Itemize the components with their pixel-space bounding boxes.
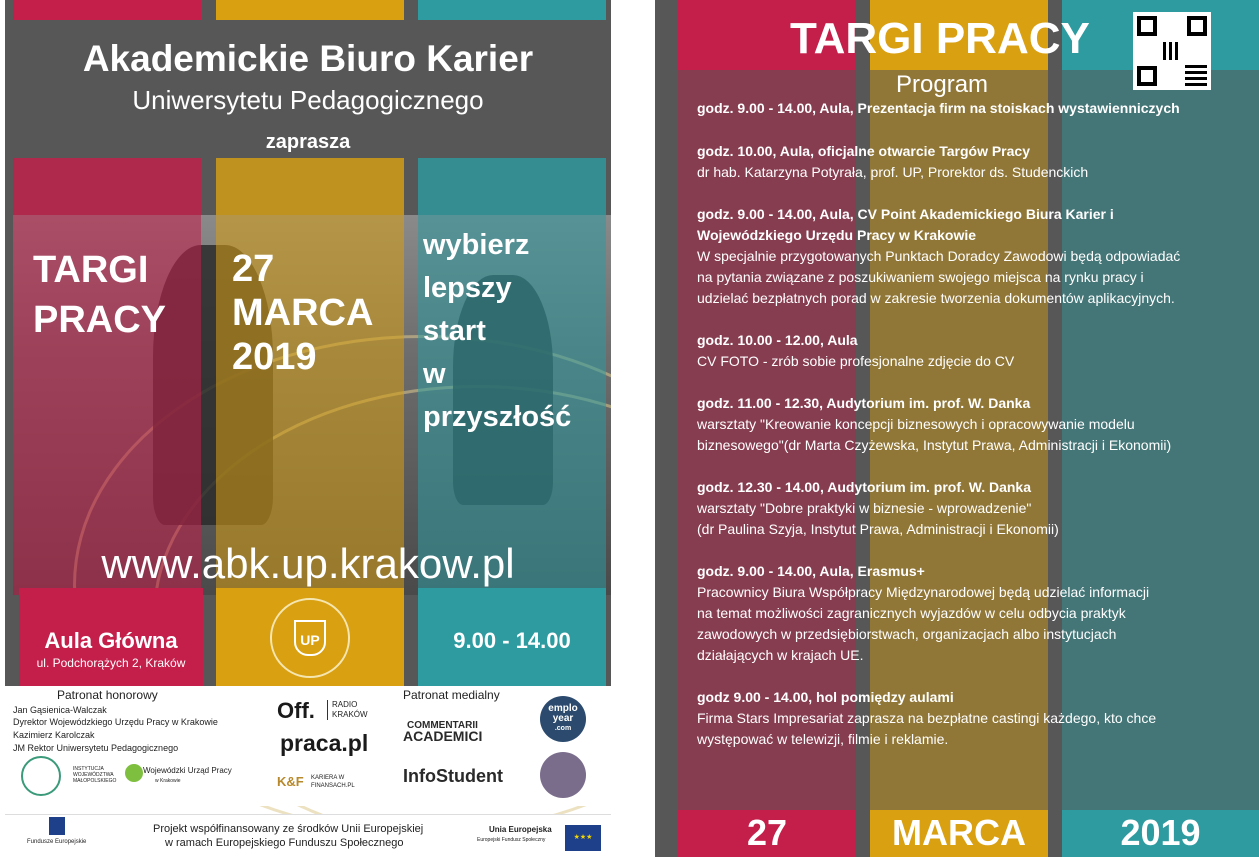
university-logo-icon: [21, 756, 61, 796]
commentarii-logo-1: COMMENTARII: [407, 720, 478, 731]
program-item-1: godz. 9.00 - 14.00, Aula, Prezentacja firm na stoiskach wystawienniczych: [697, 100, 1180, 116]
employear-logo: emplo year .com: [540, 696, 586, 742]
event-poster: [5, 0, 611, 857]
column-teal: [418, 158, 606, 216]
infostudent-logo: InfoStudent: [403, 766, 503, 786]
eu-flag-icon: ★★★: [565, 825, 601, 851]
ue-label: Unia Europejska: [489, 825, 552, 834]
program-item-7: godz. 9.00 - 14.00, Aula, Erasmus+ Pracownicy Biura Współpracy Międzynarodowej będą udzielać informacji na temat możliwości zagranicznych wyjazdów w celu odbycia praktyk zawodowych w przedsiębiorstwach, organizacjach albo instytucjach działających w krajach UE.: [697, 563, 1150, 663]
off-radio-logo: Off.: [277, 698, 315, 723]
venue-name: Aula Główna: [44, 628, 178, 653]
venue-address: ul. Podchorążych 2, Kraków: [36, 656, 186, 670]
event-name: TARGI PRACY: [33, 249, 167, 341]
wup-logo-sub: w Krakowie: [155, 778, 181, 784]
honorary-patron-1: Jan Gąsienica-Walczak: [13, 705, 107, 715]
radio-krakow-logo: RADIO KRAKÓW: [327, 700, 367, 720]
wup-logo-text: Wojewódzki Urząd Pracy: [143, 766, 232, 775]
top-stripe-red: [13, 0, 201, 20]
poster-title: Akademickie Biuro Karier: [82, 38, 534, 79]
kariera-logo: KARIERA W FINANSACH.PL: [311, 775, 355, 789]
column-gold: [216, 158, 404, 216]
event-date: 27 MARCA 2019: [232, 248, 374, 378]
honorary-heading: Patronat honorowy: [57, 688, 158, 702]
top-stripe-gold: [216, 0, 404, 20]
university-seal-icon: UP: [270, 598, 350, 678]
invite-text: zaprasza: [265, 131, 351, 153]
footer-year: 2019: [1120, 812, 1201, 853]
program-item-6: godz. 12.30 - 14.00, Audytorium im. prof. W. Danka warsztaty "Dobre praktyki w biznesie - wprowadzenie" (dr Paulina Szyja, Instytut Prawa, Administracji i Ekonomii): [697, 479, 1059, 537]
website-link[interactable]: www.abk.up.krakow.pl: [101, 540, 515, 587]
honorary-patron-1-role: Dyrektor Wojewódzkiego Urzędu Pracy w Krakowie: [13, 717, 218, 727]
top-stripe-teal: [418, 0, 606, 20]
column-red: [13, 158, 201, 216]
program-title: TARGI PRACY: [790, 14, 1090, 63]
eu-funds-icon: [49, 817, 65, 835]
stars-impresariat-logo: [540, 752, 586, 798]
poster-subtitle: Uniwersytetu Pedagogicznego: [132, 85, 484, 115]
footer-day: 27: [746, 812, 788, 853]
program-subtitle: Program: [896, 71, 989, 98]
footer-text-2: w ramach Europejskiego Funduszu Społecznego: [165, 837, 404, 849]
honorary-patron-2: Kazimierz Karolczak: [13, 730, 95, 740]
praca-logo: praca.pl: [280, 730, 369, 756]
media-heading: Patronat medialny: [403, 688, 500, 702]
instytucja-logo: INSTYTUCJA WOJEWÓDZTWA MAŁOPOLSKIEGO: [73, 766, 117, 784]
program-item-8: godz 9.00 - 14.00, hol pomiędzy aulami Firma Stars Impresariat zaprasza na bezpłatne castingi każdego, kto chce występować w telewizji, filmie i reklamie.: [697, 689, 1157, 747]
ue-sub: Europejski Fundusz Społeczny: [477, 837, 546, 843]
qr-code-icon[interactable]: [1133, 12, 1211, 90]
program-item-2: godz. 10.00, Aula, oficjalne otwarcie Targów Pracy dr hab. Katarzyna Potyrała, prof. UP, Prorektor ds. Studenckich: [697, 143, 1089, 180]
program-item-5: godz. 11.00 - 12.30, Audytorium im. prof. W. Danka warsztaty "Kreowanie koncepcji biznesowych i opracowywanie modelu biznesowego"(dr Marta Czyżewska, Instytut Prawa, Administracji i Ekonomii): [697, 395, 1172, 453]
slogan: wybierz lepszy start w przyszłość: [423, 229, 572, 433]
sponsors-section: [5, 686, 611, 806]
footer-month: MARCA: [892, 812, 1026, 853]
event-hours: 9.00 - 14.00: [453, 628, 571, 653]
program-item-4: godz. 10.00 - 12.00, Aula CV FOTO - zrób sobie profesjonalne zdjęcie do CV: [697, 332, 1015, 369]
kf-logo: K&F: [277, 774, 304, 789]
footer-text-1: Projekt współfinansowany ze środków Unii Europejskiej: [153, 823, 424, 835]
eu-footer: [5, 814, 611, 857]
program-item-3: godz. 9.00 - 14.00, Aula, CV Point Akademickiego Biura Karier i Wojewódzkiego Urzędu Pracy w Krakowie W specjalnie przygotowanych Punktach Doradcy Zawodowi będą odpowiadać na pytania związane z poszukiwaniem swojego miejsca na rynku pracy i udzielać bezpłatnych porad w zakresie tworzenia dokumentów aplikacyjnych.: [697, 206, 1181, 306]
commentarii-logo-2: ACADEMICI: [403, 728, 483, 744]
fe-label: Fundusze Europejskie: [27, 839, 87, 845]
wup-logo-icon: [125, 764, 143, 782]
program-poster: [655, 0, 1259, 857]
honorary-patron-2-role: JM Rektor Uniwersytetu Pedagogicznego: [13, 743, 179, 753]
